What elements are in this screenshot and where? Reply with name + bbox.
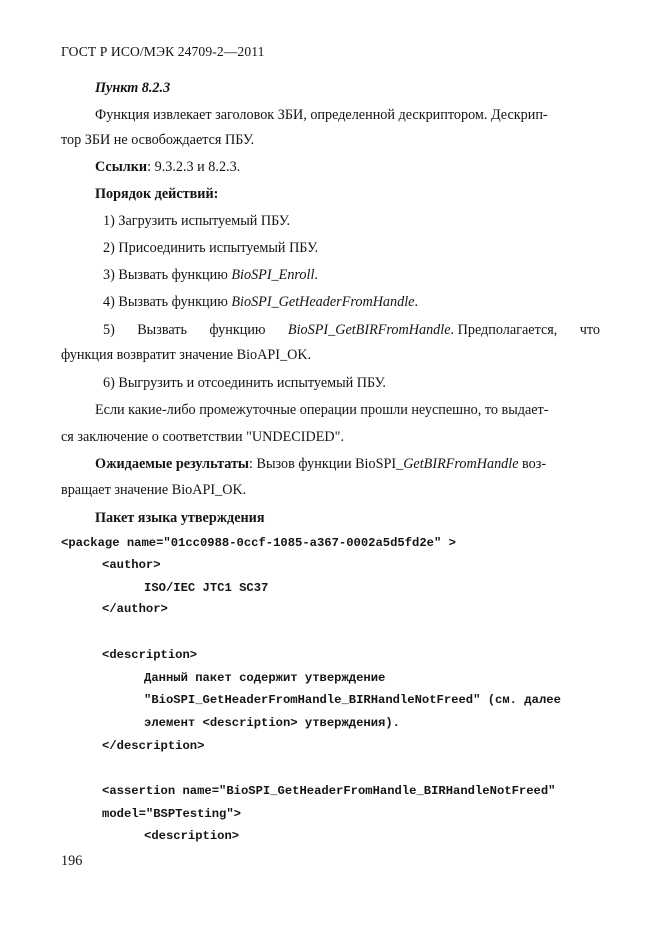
failure-note-line-2: ся заключение о соответствии "UNDECIDED". [61,429,344,445]
step-3-suffix: . [314,267,318,283]
code-line-8: элемент <description> утверждения). [144,716,400,730]
code-line-10: <assertion name="BioSPI_GetHeaderFromHandle_BIRHandleNotFreed" [102,784,556,798]
code-line-12: <description> [144,829,240,843]
expected-results-line-2: вращает значение BioAPI_OK. [61,482,247,498]
references-value: : 9.3.2.3 и 8.2.3. [147,159,241,175]
code-line-4: </author> [102,602,168,616]
procedure-step-5-line-1 [103,321,600,339]
code-line-7: "BioSPI_GetHeaderFromHandle_BIRHandleNotFreed" (см. далее [144,693,561,707]
expected-results-suffix: воз- [518,456,547,472]
step-4-text: 4) Вызвать функцию [103,294,232,310]
code-line-9: </description> [102,739,205,753]
code-line-6: Данный пакет содержит утверждение [144,671,386,685]
code-line-2: <author> [102,558,161,572]
expected-results-function: GetBIRFromHandle [403,456,519,472]
step-4-function: BioSPI_GetHeaderFromHandle [231,294,415,310]
code-line-5: <description> [102,648,198,662]
standard-header: ГОСТ Р ИСО/МЭК 24709-2—2011 [61,44,265,59]
page-number: 196 [61,853,83,869]
step-5-function: BioSPI_GetBIRFromHandle [287,322,451,338]
step-3-text: 3) Вызвать функцию [103,267,232,283]
procedure-step-6: 6) Выгрузить и отсоединить испытуемый ПБУ. [103,375,386,391]
package-title: Пакет языка утверждения [95,510,265,526]
step-5-word: Вызвать [137,322,187,338]
procedure-step-1: 1) Загрузить испытуемый ПБУ. [103,213,291,229]
procedure-step-5-line-2: функция возвратит значение BioAPI_OK. [61,347,312,363]
code-line-3: ISO/IEC JTC1 SC37 [144,581,269,595]
step-5-word: функцию [209,322,266,338]
step-5-word: . Предполагается, [450,322,558,338]
failure-note-line-1: Если какие-либо промежуточные операции прошли неуспешно, то выдает- [95,402,549,418]
description-line-1: Функция извлекает заголовок ЗБИ, определенной дескриптором. Дескрип- [95,107,548,123]
procedure-step-4 [103,293,418,311]
expected-results-label: Ожидаемые результаты [95,456,249,472]
step-5-word: что [579,322,600,338]
code-line-1: <package name="01cc0988-0ccf-1085-a367-0002a5d5fd2e" > [61,536,456,550]
expected-results-line-1 [95,455,546,473]
step-3-function: BioSPI_Enroll [231,267,315,283]
step-4-suffix: . [414,294,419,310]
code-line-11: model="BSPTesting"> [102,807,241,821]
references-label: Ссылки [95,159,148,175]
references-line [95,158,240,176]
description-line-2: тор ЗБИ не освобождается ПБУ. [61,132,255,148]
step-5-function-group [288,321,557,339]
expected-results-text: : Вызов функции BioSPI_ [249,456,404,472]
step-5-word: 5) [103,322,115,338]
section-title: Пункт 8.2.3 [95,80,171,96]
procedure-title: Порядок действий: [95,186,219,202]
procedure-step-3 [103,266,318,284]
procedure-step-2: 2) Присоединить испытуемый ПБУ. [103,240,319,256]
